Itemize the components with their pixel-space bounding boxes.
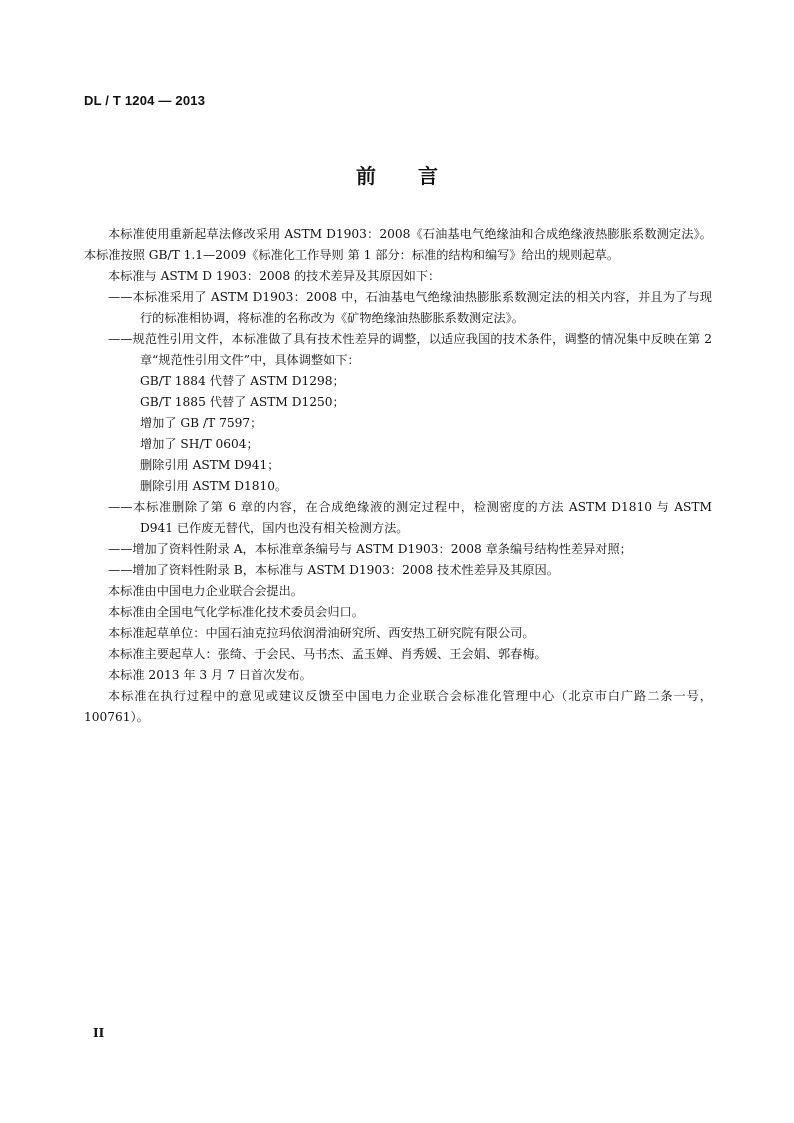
paragraph-proposer: 本标准由中国电力企业联合会提出。: [108, 584, 303, 598]
difference-item-annex-a: ——增加了资料性附录 A，本标准章条编号与 ASTM D1903：2008 章条编号结构性差异对照；: [108, 542, 632, 556]
page-number: II: [93, 1026, 105, 1040]
paragraph-feedback: 本标准在执行过程中的意见或建议反馈至中国电力企业联合会标准化管理中心（北京市白广路二条一号，100761）。: [84, 689, 712, 724]
difference-item-chapter6: ——本标准删除了第 6 章的内容，在合成绝缘液的测定过程中，检测密度的方法 ASTM D1810 与 ASTM D941 已作废无替代，国内也没有相关检测方法。: [108, 500, 712, 535]
paragraph-committee: 本标准由全国电气化学标准化技术委员会归口。: [108, 605, 364, 619]
paragraph-drafters: 本标准主要起草人：张绮、于会民、马书杰、孟玉婵、肖秀媛、王会娟、郭春梅。: [108, 647, 547, 661]
difference-item-title: ——本标准采用了 ASTM D1903：2008 中，石油基电气绝缘油热膨胀系数测定法的相关内容，并且为了与现行的标准相协调，将标准的名称改为《矿物绝缘油热膨胀系数测定法》。: [108, 290, 712, 325]
reference-change-item: 增加了 SH/T 0604；: [140, 437, 259, 451]
paragraph-drafting-units: 本标准起草单位：中国石油克拉玛依润滑油研究所、西安热工研究院有限公司。: [108, 626, 535, 640]
reference-change-item: GB/T 1885 代替了 ASTM D1250；: [140, 395, 345, 409]
reference-change-item: 删除引用 ASTM D941；: [140, 458, 280, 472]
reference-change-item: GB/T 1884 代替了 ASTM D1298；: [140, 374, 345, 388]
paragraph-differences-intro: 本标准与 ASTM D 1903：2008 的技术差异及其原因如下：: [108, 269, 441, 283]
paragraph-adoption: 本标准使用重新起草法修改采用 ASTM D1903：2008《石油基电气绝缘油和合成绝缘液热膨胀系数测定法》。本标准按照 GB/T 1.1—2009《标准化工作导则 第 1 部分：标准的结构和编写》给出的规则起草。: [84, 227, 712, 262]
reference-change-item: 增加了 GB /T 7597；: [140, 416, 263, 430]
difference-item-references: ——规范性引用文件，本标准做了具有技术性差异的调整，以适应我国的技术条件，调整的情况集中反映在第 2 章“规范性引用文件”中，具体调整如下：: [108, 332, 712, 367]
reference-change-item: 删除引用 ASTM D1810。: [140, 479, 288, 493]
difference-item-annex-b: ——增加了资料性附录 B，本标准与 ASTM D1903：2008 技术性差异及其原因。: [108, 563, 559, 577]
page-title: 前言: [356, 164, 480, 188]
foreword-body: [84, 224, 712, 728]
document-code: DL / T 1204 — 2013: [84, 93, 206, 108]
paragraph-release-date: 本标准 2013 年 3 月 7 日首次发布。: [108, 668, 312, 682]
